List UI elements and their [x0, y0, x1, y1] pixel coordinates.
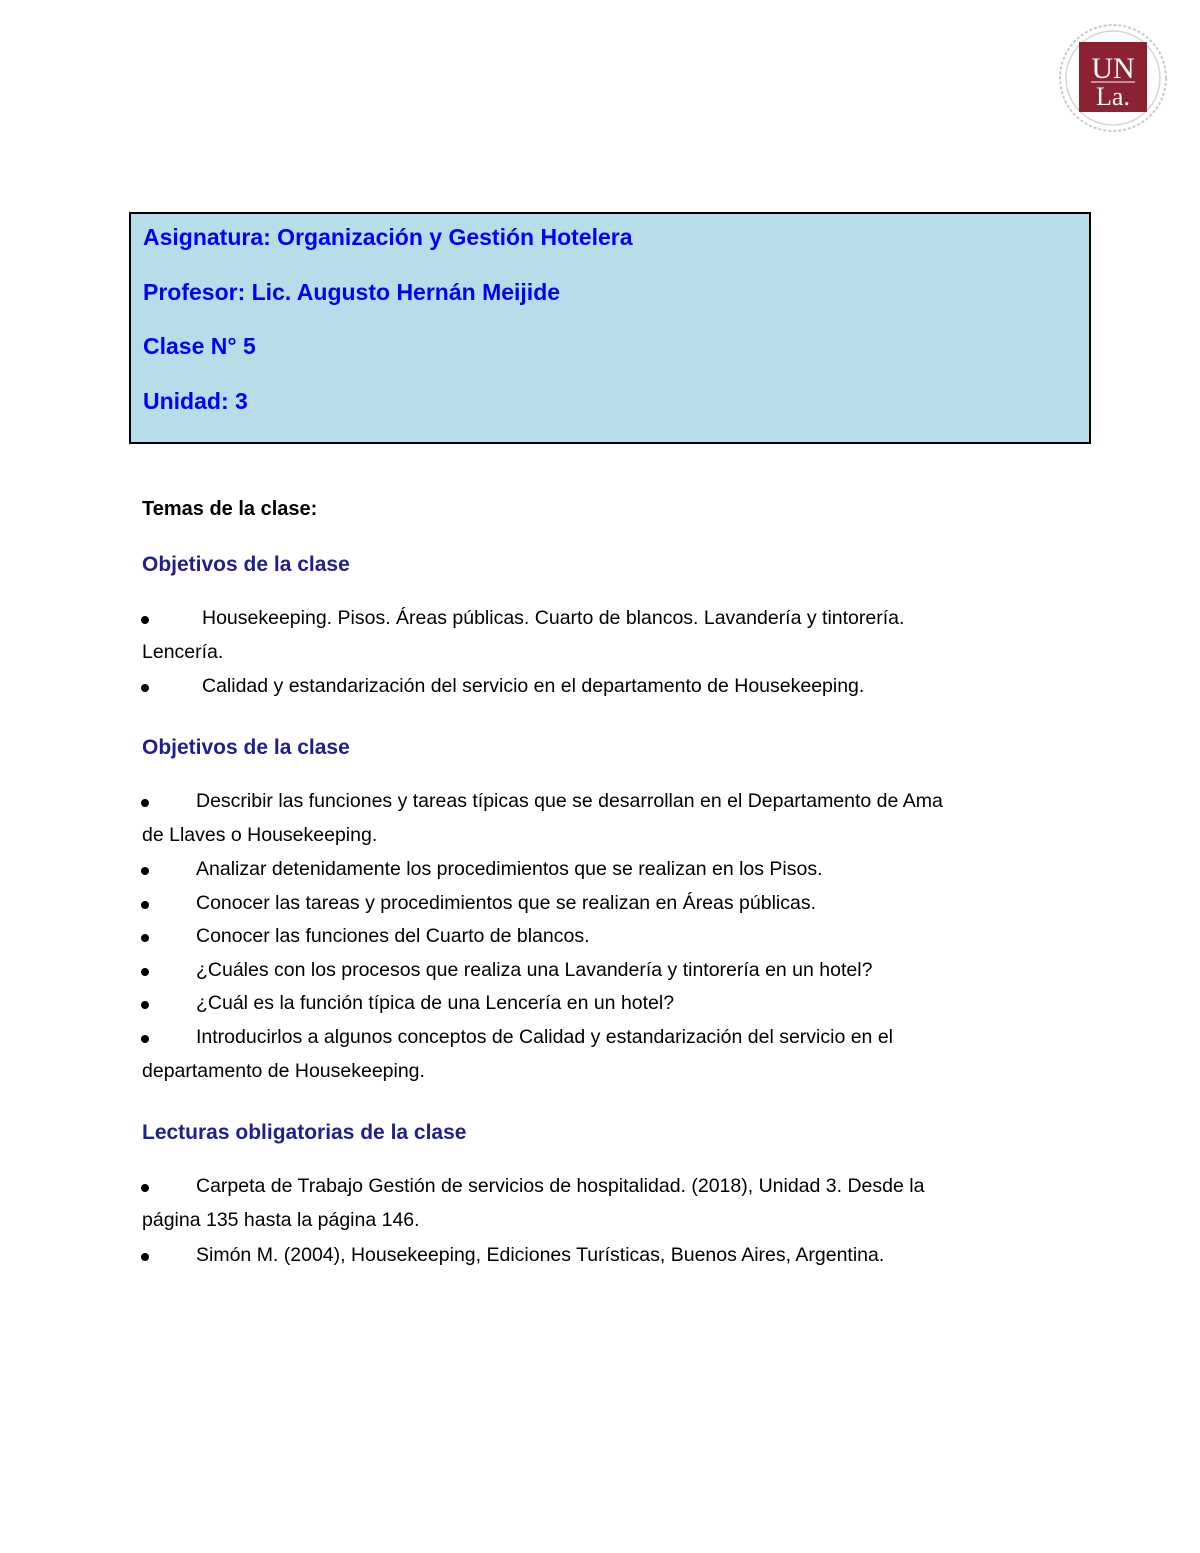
- bullet-icon: [141, 901, 149, 909]
- bullet-icon: [141, 1035, 149, 1043]
- svg-text:UN: UN: [1091, 52, 1135, 85]
- bullet-icon: [141, 616, 149, 624]
- professor-line: Profesor: Lic. Augusto Hernán Meijide: [143, 279, 561, 305]
- bullet-icon: [141, 1001, 149, 1009]
- subject-line: Asignatura: Organización y Gestión Hotelera: [143, 224, 633, 250]
- bullet-icon: [141, 799, 149, 807]
- list-item: ¿Cuáles con los procesos que realiza una Lavandería y tintorería en un hotel?: [196, 959, 873, 981]
- bullet-icon: [141, 1184, 149, 1192]
- list-item-continuation: página 135 hasta la página 146.: [142, 1209, 420, 1231]
- bullet-icon: [141, 867, 149, 875]
- list-item-continuation: departamento de Housekeeping.: [142, 1060, 425, 1082]
- university-logo: [1057, 22, 1169, 134]
- bullet-icon: [141, 684, 149, 692]
- topics-title: Temas de la clase:: [142, 498, 318, 520]
- bullet-icon: [141, 934, 149, 942]
- bullet-icon: [141, 1253, 149, 1261]
- section-heading-objectives-2: Objetivos de la clase: [142, 736, 350, 759]
- list-item: Housekeeping. Pisos. Áreas públicas. Cuarto de blancos. Lavandería y tintorería.: [202, 607, 905, 629]
- class-info-box: [129, 212, 1091, 444]
- list-item: Analizar detenidamente los procedimientos que se realizan en los Pisos.: [196, 858, 823, 880]
- list-item: Introducirlos a algunos conceptos de Calidad y estandarización del servicio en el: [196, 1026, 893, 1048]
- list-item: ¿Cuál es la función típica de una Lencería en un hotel?: [196, 992, 675, 1014]
- unit-line: Unidad: 3: [143, 388, 248, 414]
- list-item-continuation: Lencería.: [142, 641, 224, 663]
- list-item: Describir las funciones y tareas típicas que se desarrollan en el Departamento de Ama: [196, 790, 943, 812]
- class-number-line: Clase N° 5: [143, 333, 256, 359]
- list-item: Conocer las tareas y procedimientos que se realizan en Áreas públicas.: [196, 892, 817, 914]
- bullet-icon: [141, 968, 149, 976]
- section-heading-objectives-1: Objetivos de la clase: [142, 553, 350, 576]
- svg-text:La.: La.: [1096, 82, 1130, 111]
- list-item: Calidad y estandarización del servicio en el departamento de Housekeeping.: [202, 675, 865, 697]
- section-heading-readings: Lecturas obligatorias de la clase: [142, 1121, 467, 1144]
- list-item: Carpeta de Trabajo Gestión de servicios de hospitalidad. (2018), Unidad 3. Desde la: [196, 1175, 925, 1197]
- list-item: Simón M. (2004), Housekeeping, Ediciones Turísticas, Buenos Aires, Argentina.: [196, 1244, 885, 1266]
- list-item-continuation: de Llaves o Housekeeping.: [142, 824, 378, 846]
- list-item: Conocer las funciones del Cuarto de blancos.: [196, 925, 590, 947]
